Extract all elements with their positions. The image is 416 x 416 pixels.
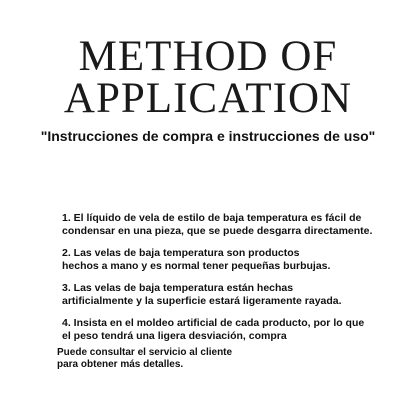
instruction-4-line-2: el peso tendrá una ligera desviación, compra [62, 330, 287, 342]
instructions-list [62, 212, 392, 352]
instruction-2-line-1: 2. Las velas de baja temperatura son productos [62, 247, 300, 259]
instruction-4-line-1: 4. Insista en el moldeo artificial de cada producto, por lo que [62, 317, 365, 329]
instruction-item-2 [62, 247, 392, 273]
title-line-2: APPLICATION [63, 75, 353, 122]
instruction-item-3 [62, 282, 392, 308]
page-subtitle: "Instrucciones de compra e instrucciones de uso" [40, 128, 376, 144]
footer-line-1: Puede consultar el servicio al cliente [57, 347, 233, 358]
instruction-item-4 [62, 317, 392, 343]
title-line-1: METHOD OF [78, 33, 338, 80]
instruction-1-line-1: 1. El líquido de vela de estilo de baja temperatura es fácil de [62, 212, 362, 224]
instruction-3-line-1: 3. Las velas de baja temperatura están hechas [62, 282, 294, 294]
page-title [0, 33, 416, 122]
footer-note [57, 347, 357, 371]
instruction-1-line-2: condensar en una pieza, que se puede desgarra directamente. [62, 225, 373, 237]
instruction-2-line-2: hechos a mano y es normal tener pequeñas burbujas. [62, 260, 331, 272]
footer-line-2: para obtener más detalles. [57, 359, 184, 370]
instruction-item-1 [62, 212, 392, 238]
instruction-3-line-2: artificialmente y la superficie estará ligeramente rayada. [62, 295, 342, 307]
